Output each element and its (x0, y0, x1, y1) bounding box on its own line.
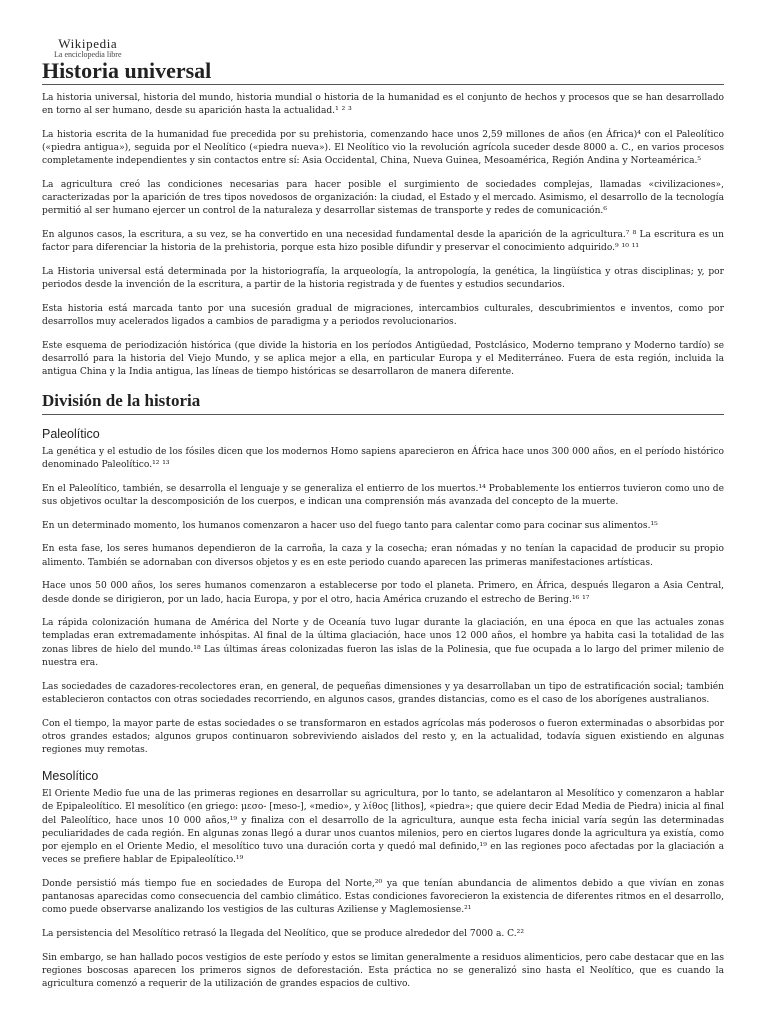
body-paragraph: En el Paleolítico, también, se desarrolla el lenguaje y se generaliza el entierro de los muertos.¹⁴ Probablemente los entierros tuvieron como uno de sus objetivos ocultar la descomposición de los cuerpos, e indican una comprensión más avanzada del concepto de la muerte. (42, 483, 724, 508)
body-paragraph: La genética y el estudio de los fósiles dicen que los modernos Homo sapiens aparecieron en África hace unos 300 000 años, en el período histórico denominado Paleolítico.¹² ¹³ (42, 446, 724, 471)
body-paragraph: Donde persistió más tiempo fue en sociedades de Europa del Norte,²⁰ ya que tenían abundancia de alimentos debido a que vivían en zonas pantanosas aparecidas como consecuencia del cambio climático. Estas condiciones favorecieron la existencia de diferentes ritmos en el desarrollo, como puede observarse analizando los vestigios de las culturas Aziliense y Maglemosiense.²¹ (42, 878, 724, 916)
intro-section (42, 92, 724, 379)
intro-paragraph: Esta historia está marcada tanto por una sucesión gradual de migraciones, intercambios culturales, descubrimientos e inventos, como por desarrollos muy acelerados ligados a cambios de paradigma y a periodos revolucionarios. (42, 303, 724, 328)
body-paragraph: La rápida colonización humana de América del Norte y de Oceanía tuvo lugar durante la glaciación, en una época en que las actuales zonas templadas eran extremadamente inhóspitas. Al final de la última glaciación, hace unos 12 000 años, el hombre ya habita casi la totalidad de las zonas libres de hielo del mundo.¹⁸ Las últimas áreas colonizadas fueron las islas de la Polinesia, que fue ocupada a lo largo del primer milenio de nuestra era. (42, 618, 724, 668)
body-paragraph: En esta fase, los seres humanos dependieron de la carroña, la caza y la cosecha; eran nómadas y no tenían la capacidad de producir su propio alimento. También se adornaban con diversos objetos y es en este periodo cuando aparecen las primeras manifestaciones artísticas. (42, 544, 724, 568)
body-paragraph: Las sociedades de cazadores-recolectores eran, en general, de pequeñas dimensiones y ya desarrollaban un tipo de estratificación social; también establecieron contactos con otras sociedades recorriendo, en algunos casos, grandes distancias, como es el caso de los aborígenes australianos. (42, 681, 724, 705)
paleolitico-section (42, 446, 724, 757)
body-paragraph: El Oriente Medio fue una de las primeras regiones en desarrollar su agricultura, por lo tanto, se adelantaron al Mesolítico y comenzaron a hablar de Epipaleolítico. El mesolítico (en griego: μεσο- [meso-], «medio», y λίθος [lithos], «piedra»; que quiere decir Edad Media de Piedra) inicia al final del Paleolítico, hace unos 10 000 años,¹⁹ y finaliza con el desarrollo de la agricultura, aunque esta fecha inicial varía según las determinadas peculiaridades de cada región. En algunas zonas llegó a durar unos cuantos milenios, pero en ciertos lugares donde la agricultura ya existía, como por ejemplo en el Oriente Medio, el mesolítico tuvo una duración corta y quedó mal definido,¹⁹ en las regiones poco afectadas por la glaciación a veces se prefiere hablar de Epipaleolítico.¹⁹ (42, 789, 724, 866)
mesolitico-section (42, 788, 724, 991)
subsection-heading-mesolitico: Mesolítico (42, 769, 99, 784)
intro-paragraph: En algunos casos, la escritura, a su vez, se ha convertido en una necesidad fundamental desde la aparición de la agricultura.⁷ ⁸ La escritura es un factor para diferenciar la historia de la prehistoria, porque esta hizo posible difundir y preservar el conocimiento adquirido.⁹ ¹⁰ ¹¹ (42, 230, 724, 254)
wikipedia-logo[interactable] (54, 38, 122, 60)
intro-paragraph: La historia universal, historia del mundo, historia mundial o historia de la humanidad es el conjunto de hechos y procesos que se han desarrollado en torno al ser humano, desde su aparición hasta la actualidad.¹ ² ³ (42, 93, 724, 117)
body-paragraph: Con el tiempo, la mayor parte de estas sociedades o se transformaron en estados agrícolas más poderosos o fueron exterminadas o absorbidas por otros grandes estados; algunos grupos continuaron sobreviviendo aislados del resto y, en la actualidad, todavía siguen existiendo en algunas regiones muy remotas. (42, 718, 724, 755)
body-paragraph: Hace unos 50 000 años, los seres humanos comenzaron a establecerse por todo el planeta. Primero, en África, después llegaron a Asia Central, desde donde se dirigieron, por un lado, hacia Europa, y por el otro, hacia América cruzando el estrecho de Bering.¹⁶ ¹⁷ (42, 581, 724, 605)
section-heading-division: División de la historia (42, 390, 724, 415)
logo-wordmark: Wikipedia (58, 36, 118, 51)
logo-tagline: La enciclopedia libre (54, 50, 122, 59)
body-paragraph: En un determinado momento, los humanos comenzaron a hacer uso del fuego tanto para calentar como para cocinar sus alimentos.¹⁵ (42, 520, 658, 531)
body-paragraph: La persistencia del Mesolítico retrasó la llegada del Neolítico, que se produce alrededor del 7000 a. C.²² (42, 928, 524, 939)
intro-paragraph: La historia escrita de la humanidad fue precedida por su prehistoria, comenzando hace unos 2,59 millones de años (en África)⁴ con el Paleolítico («piedra antigua»), seguida por el Neolítico («piedra nueva»). El Neolítico vio la revolución agrícola suceder desde 8000 a. C., en varios procesos completamente independientes y sin contactos entre sí: Asia Occidental, China, Nueva Guinea, Mesoamérica, Región Andina y Norteamérica.⁵ (42, 129, 724, 167)
intro-paragraph: La agricultura creó las condiciones necesarias para hacer posible el surgimiento de sociedades complejas, llamadas «civilizaciones», caracterizadas por la aparición de tres tipos novedosos de organización: la ciudad, el Estado y el mercado. Asimismo, el desarrollo de la tecnología permitió al ser humano ejercer un control de la naturaleza y desarrollar sistemas de transporte y redes de comunicación.⁶ (42, 180, 724, 217)
body-paragraph: Sin embargo, se han hallado pocos vestigios de este período y estos se limitan generalmente a residuos alimenticios, pero cabe destacar que en las regiones boscosas aparecen los primeros signos de deforestación. Esta práctica no se generalizó sino hasta el Neolítico, que es cuando la agricultura comenzó a requerir de la utilización de grandes espacios de cultivo. (42, 952, 724, 990)
intro-paragraph: La Historia universal está determinada por la historiografía, la arqueología, la antropología, la genética, la lingüística y otras disciplinas; y, por periodos desde la invención de la escritura, a partir de la historia registrada y de fuentes y estudios secundarios. (42, 267, 724, 291)
page-title: Historia universal (42, 36, 724, 85)
subsection-heading-paleolitico: Paleolítico (42, 426, 100, 441)
intro-paragraph: Este esquema de periodización histórica (que divide la historia en los períodos Antigüedad, Postclásico, Moderno temprano y Moderno tardío) se desarrolló para la historia del Viejo Mundo, y se aplica mejor a ella, en particular Europa y el Mediterráneo. Fuera de esta región, incluida la antigua China y la India antigua, las líneas de tiempo históricas se desarrollaron de manera diferente. (42, 340, 724, 378)
